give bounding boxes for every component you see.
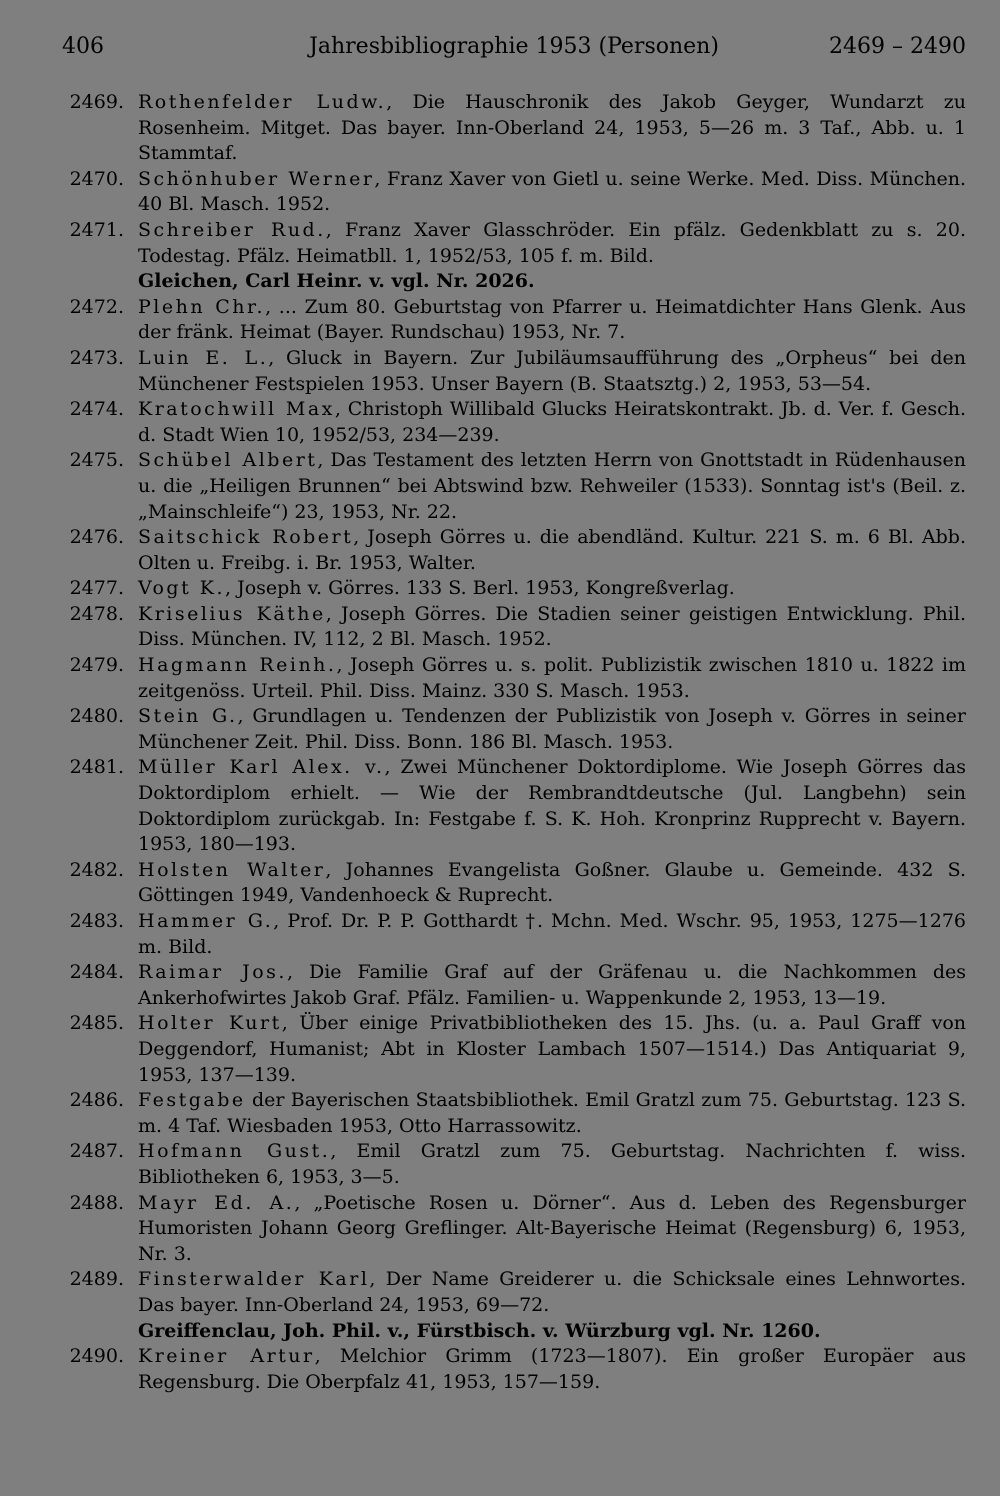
entry-text: , Joseph v. Görres. 133 S. Berl. 1953, Kongreßverlag. [225, 577, 735, 600]
entry-body [138, 90, 966, 167]
entry-author: Hofmann Gust. [138, 1140, 331, 1163]
entry-text: , „Poetische Rosen u. Dörner“. Aus d. Leben des Regensburger Humoristen Johann Georg Greflinger. Alt-Bayerische Heimat (Regensburg) 6, 1953, Nr. 3. [138, 1191, 966, 1265]
entry-body [138, 1011, 966, 1088]
entry-text: , Christoph Willibald Glucks Heiratskontrakt. Jb. d. Ver. f. Gesch. d. Stadt Wien 10, 1952/53, 234—239. [138, 398, 966, 446]
entry-number: 2479. [69, 654, 124, 677]
entry-body [138, 397, 966, 448]
entry-body [138, 1139, 966, 1190]
entry-text: , Franz Xaver von Gietl u. seine Werke. Med. Diss. München. 40 Bl. Masch. 1952. [138, 167, 966, 216]
entry-text: , Die Familie Graf auf der Gräfenau u. die Nachkommen des Ankerhofwirtes Jakob Graf. Pfälz. Familien- u. Wappenkunde 2, 1953, 13—19. [138, 961, 966, 1009]
entry-number: 2469. [69, 91, 124, 113]
bibliography-entry [62, 1267, 966, 1318]
entry-text: , Melchior Grimm (1723—1807). Ein großer Europäer aus Regensburg. Die Oberpfalz 41, 1953, 157—159. [138, 1345, 966, 1393]
entry-number: 2470. [69, 167, 124, 190]
entry-text: , Emil Gratzl zum 75. Geburtstag. Nachrichten f. wiss. Bibliotheken 6, 1953, 3—5. [138, 1140, 966, 1188]
entry-text: , Johannes Evangelista Goßner. Glaube u. Gemeinde. 432 S. Göttingen 1949, Vandenhoeck & Ruprecht. [138, 858, 966, 907]
page-header [62, 34, 966, 68]
entry-number: 2489. [69, 1268, 124, 1291]
entry-body [138, 1344, 966, 1395]
entry-body [138, 448, 966, 525]
entry-number: 2475. [69, 449, 124, 472]
bibliography-entry [62, 346, 966, 397]
entry-author: Plehn Chr. [138, 295, 266, 318]
bibliography-entry [62, 218, 966, 269]
running-title: Jahresbibliographie 1953 (Personen) [309, 34, 719, 59]
entry-text: , Grundlagen u. Tendenzen der Publizistik von Joseph v. Görres in seiner Münchener Zeit. Phil. Diss. Bonn. 186 Bl. Masch. 1953. [138, 705, 966, 753]
entry-body [138, 909, 966, 960]
entry-number: 2487. [69, 1140, 124, 1163]
entry-text: , Joseph Görres u. s. polit. Publizistik zwischen 1810 u. 1822 im zeitgenöss. Urteil. Phil. Diss. Mainz. 330 S. Masch. 1953. [138, 654, 966, 702]
entry-author: Kreiner Artur [138, 1345, 315, 1368]
entry-body [138, 704, 966, 755]
entry-author: Kriselius Käthe [138, 602, 326, 625]
bibliography-entry [62, 576, 966, 602]
entry-author: Hammer G. [138, 910, 274, 932]
entry-author: Finsterwalder Karl [138, 1268, 370, 1291]
entry-author: Holter Kurt [138, 1012, 282, 1035]
bibliography-entry [62, 167, 966, 218]
bibliography-entry [62, 448, 966, 525]
entry-author: Rothenfelder Ludw. [138, 91, 387, 113]
entry-text: , Die Hauschronik des Jakob Geyger, Wundarzt zu Rosenheim. Mitget. Das bayer. Inn-Oberland 24, 1953, 5—26 m. 3 Taf., Abb. u. 1 Stammtaf. [138, 91, 966, 165]
entry-text: , Joseph Görres u. die abendländ. Kultur. 221 S. m. 6 Bl. Abb. Olten u. Freibg. i. Br. 1953, Walter. [138, 526, 966, 574]
entry-number: 2471. [69, 218, 124, 241]
entry-body [138, 218, 966, 269]
bibliography-list [62, 90, 966, 1395]
bibliography-entry [62, 1011, 966, 1088]
entry-body [138, 525, 966, 576]
bibliography-entry [62, 704, 966, 755]
entry-number: 2472. [69, 295, 124, 318]
entry-author: Festgabe [138, 1089, 246, 1112]
cross-reference: Greiffenclau, Joh. Phil. v., Fürstbisch. v. Würzburg vgl. Nr. 1260. [138, 1319, 821, 1342]
entry-author: Müller Karl Alex. v. [138, 756, 385, 779]
entry-number: 2486. [69, 1089, 124, 1112]
entry-number: 2485. [69, 1012, 124, 1035]
bibliography-entry [62, 858, 966, 909]
entry-text: der Bayerischen Staatsbibliothek. Emil Gratzl zum 75. Geburtstag. 123 S. m. 4 Taf. Wiesbaden 1953, Otto Harrassowitz. [138, 1089, 966, 1137]
entry-body [138, 346, 966, 397]
entry-number: 2473. [69, 346, 124, 369]
entry-author: Mayr Ed. A. [138, 1191, 295, 1214]
bibliography-entry [62, 397, 966, 448]
bibliography-entry [62, 960, 966, 1011]
entry-text: , Franz Xaver Glasschröder. Ein pfälz. Gedenkblatt zu s. 20. Todestag. Pfälz. Heimatbll. 1, 1952/53, 105 f. m. Bild. [138, 218, 967, 267]
entry-number: 2482. [69, 858, 124, 881]
entry-body [138, 1088, 966, 1139]
entry-author: Schübel Albert [138, 449, 318, 472]
entry-number: 2488. [69, 1191, 124, 1214]
entry-text: , Joseph Görres. Die Stadien seiner geistigen Entwicklung. Phil. Diss. München. IV, 112, 2 Bl. Masch. 1952. [138, 602, 966, 651]
entry-text: , Über einige Privatbibliotheken des 15. Jhs. (u. a. Paul Graff von Deggendorf, Humanist; Abt in Kloster Lambach 1507—1514.) Das Antiquariat 9, 1953, 137—139. [138, 1012, 966, 1086]
entry-author: Stein G. [138, 705, 238, 728]
entry-number: 2480. [69, 705, 124, 728]
entry-number: 2477. [69, 577, 124, 600]
bibliography-entry [62, 1191, 966, 1268]
entry-number: 2476. [69, 526, 124, 549]
bibliography-entry [62, 909, 966, 960]
entry-number: 2474. [69, 398, 124, 421]
page-number: 406 [62, 34, 104, 59]
bibliography-entry [62, 525, 966, 576]
entry-body [138, 576, 966, 602]
entry-author: Kratochwill Max [138, 398, 335, 421]
entry-author: Hagmann Reinh. [138, 654, 337, 677]
bibliography-entry [62, 602, 966, 653]
entry-body [138, 602, 966, 653]
bibliography-entry [62, 90, 966, 167]
entry-body [138, 1191, 966, 1268]
entry-body [138, 295, 966, 346]
entry-body [138, 653, 966, 704]
bibliography-entry [62, 755, 966, 857]
entry-range: 2469 – 2490 [829, 34, 966, 59]
entry-body [138, 1267, 966, 1318]
bibliography-entry [62, 295, 966, 346]
entry-text: , ... Zum 80. Geburtstag von Pfarrer u. Heimatdichter Hans Glenk. Aus der fränk. Heimat (Bayer. Rundschau) 1953, Nr. 7. [138, 295, 966, 344]
entry-body [138, 755, 966, 857]
entry-number: 2478. [69, 602, 124, 625]
entry-author: Vogt K. [138, 577, 225, 600]
entry-author: Schönhuber Werner [138, 167, 375, 190]
entry-author: Saitschick Robert [138, 526, 354, 549]
entry-author: Schreiber Rud. [138, 218, 326, 241]
entry-text: , Der Name Greiderer u. die Schicksale eines Lehnwortes. Das bayer. Inn-Oberland 24, 1953, 69—72. [138, 1268, 967, 1316]
entry-body [138, 167, 966, 218]
entry-text: , Gluck in Bayern. Zur Jubiläumsaufführung des „Orpheus“ bei den Münchener Festspielen 1953. Unser Bayern (B. Staatsztg.) 2, 1953, 53—54. [138, 346, 967, 395]
bibliography-entry [62, 653, 966, 704]
bibliography-entry [62, 1139, 966, 1190]
entry-number: 2481. [69, 756, 124, 779]
cross-reference: Gleichen, Carl Heinr. v. vgl. Nr. 2026. [138, 270, 535, 293]
entry-author: Raimar Jos. [138, 961, 287, 984]
entry-number: 2483. [69, 910, 124, 932]
bibliography-entry [62, 1088, 966, 1139]
entry-body [138, 858, 966, 909]
entry-number: 2484. [69, 961, 124, 984]
entry-author: Holsten Walter [138, 858, 326, 881]
entry-text: , Prof. Dr. P. P. Gotthardt †. Mchn. Med. Wschr. 95, 1953, 1275—1276 m. Bild. [138, 910, 966, 958]
entry-text: , Das Testament des letzten Herrn von Gnottstadt in Rüdenhausen u. die „Heiligen Brunnen“ bei Abtswind bzw. Rehweiler (1533). Sonntag ist's (Beil. z. „Mainschleife“) 23, 1953, Nr. 22. [138, 449, 967, 523]
entry-text: , Zwei Münchener Doktordiplome. Wie Joseph Görres das Doktordiplom erhielt. — Wie der Rembrandtdeutsche (Jul. Langbehn) sein Doktordiplom zurückgab. In: Festgabe f. S. K. Hoh. Kronprinz Rupprecht v. Bayern. 1953, 180—193. [138, 756, 966, 856]
entry-number: 2490. [69, 1345, 124, 1368]
entry-body [138, 960, 966, 1011]
bibliography-entry [62, 1344, 966, 1395]
entry-author: Luin E. L. [138, 346, 269, 369]
